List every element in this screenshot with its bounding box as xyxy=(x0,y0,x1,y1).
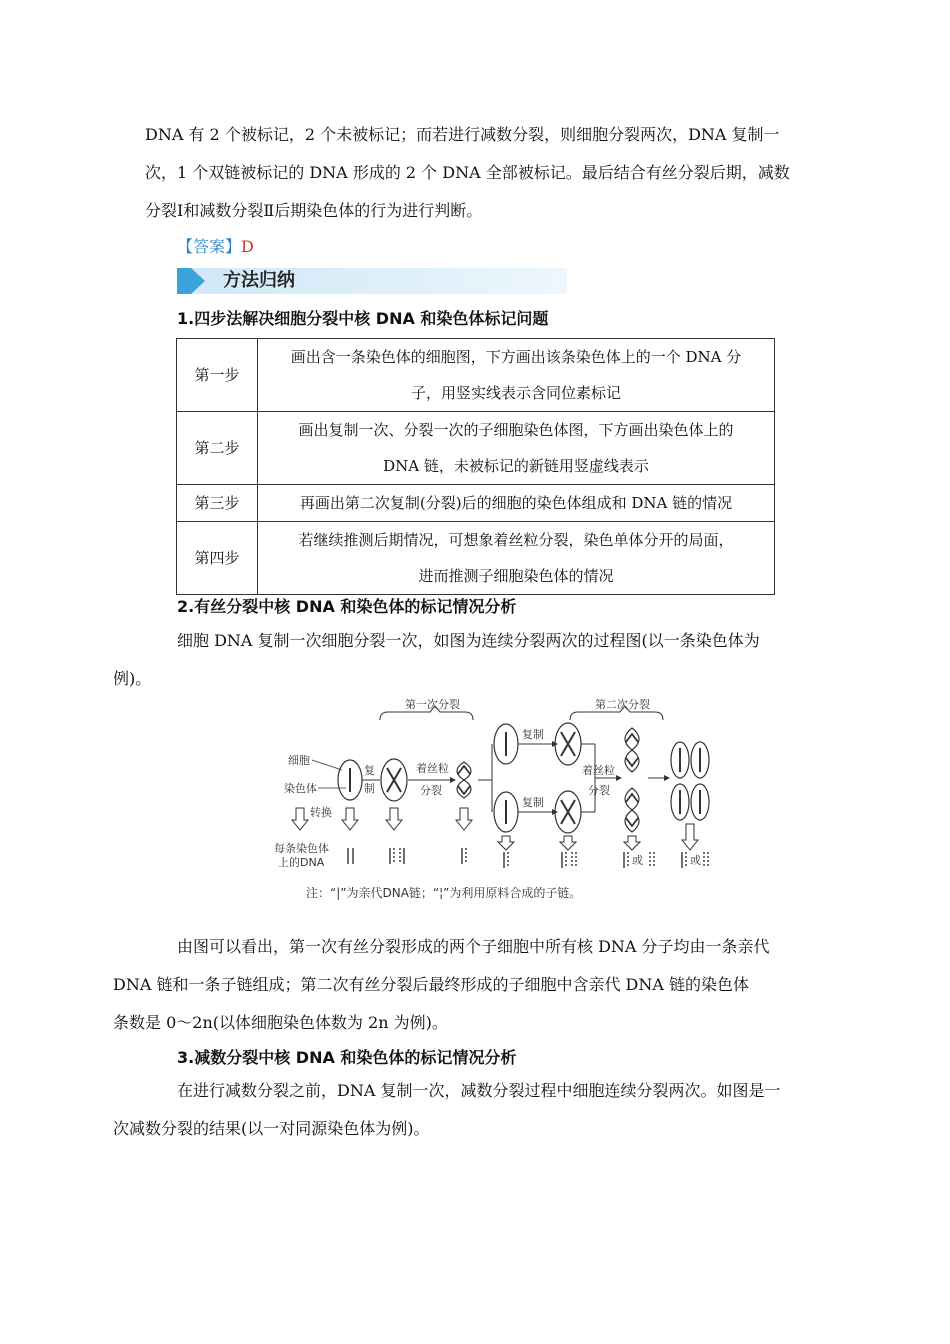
dna-label-2: 上的DNA xyxy=(278,856,325,869)
section3-heading: 3.减数分裂中核 DNA 和染色体的标记情况分析 xyxy=(177,1048,517,1067)
answer-line xyxy=(177,232,254,262)
step-desc-line: DNA 链，未被标记的新链用竖虚线表示 xyxy=(383,457,649,475)
section2-paragraph xyxy=(113,622,805,698)
banner-title: 方法归纳 xyxy=(223,270,295,291)
table-row xyxy=(177,412,775,485)
method-banner xyxy=(177,268,567,294)
table-row xyxy=(177,339,775,412)
replicate-upper-label: 复制 xyxy=(522,728,544,741)
step-desc-line: 画出复制一次、分裂一次的子细胞染色体图，下方画出染色体上的 xyxy=(298,421,734,439)
step-desc-line: 画出含一条染色体的细胞图，下方画出该条染色体上的一个 DNA 分 xyxy=(290,348,742,366)
or-label-2: 或 xyxy=(690,854,701,867)
paragraph-line: 例)。 xyxy=(113,669,152,688)
paragraph-line: 在进行减数分裂之前，DNA 复制一次，减数分裂过程中细胞连续分裂两次。如图是一 xyxy=(177,1081,781,1100)
banner-bar xyxy=(177,268,191,294)
paragraph-line: 细胞 DNA 复制一次细胞分裂一次，如图为连续分裂两次的过程图(以一条染色体为 xyxy=(177,631,760,650)
paragraph-line: 条数是 0～2n(以体细胞染色体数为 2n 为例)。 xyxy=(113,1013,448,1032)
transform-label: 转换 xyxy=(310,806,332,819)
answer-value: D xyxy=(241,237,254,256)
mitosis-figure xyxy=(270,692,710,912)
replicate-label-2: 制 xyxy=(364,782,375,795)
dna-strands xyxy=(348,848,708,868)
first-division-label: 第一次分裂 xyxy=(405,698,460,711)
paragraph-line: DNA 链和一条子链组成；第二次有丝分裂后最终形成的子细胞中含亲代 DNA 链的染色体 xyxy=(113,975,750,994)
section2-heading: 2.有丝分裂中核 DNA 和染色体的标记情况分析 xyxy=(177,597,517,616)
or-label-1: 或 xyxy=(632,854,643,867)
paragraph-line: 由图可以看出，第一次有丝分裂形成的两个子细胞中所有核 DNA 分子均由一条亲代 xyxy=(177,937,770,956)
step-desc-line: 进而推测子细胞染色体的情况 xyxy=(418,567,614,585)
mitosis-diagram xyxy=(270,692,710,912)
step-desc xyxy=(258,485,775,522)
step-desc xyxy=(258,339,775,412)
section3-paragraph xyxy=(113,1072,805,1148)
steps-table xyxy=(176,338,775,595)
step-desc xyxy=(258,522,775,595)
split-label-2: 分裂 xyxy=(588,784,610,797)
intro-paragraph xyxy=(145,116,805,230)
split-label: 分裂 xyxy=(420,784,442,797)
cell-label: 细胞 xyxy=(288,754,310,767)
step-name: 第四步 xyxy=(177,522,258,595)
step-desc xyxy=(258,412,775,485)
banner-arrow-icon xyxy=(191,268,205,294)
replicate-label-1: 复 xyxy=(364,764,375,777)
paragraph-line: 次减数分裂的结果(以一对同源染色体为例)。 xyxy=(113,1119,430,1138)
step-name: 第三步 xyxy=(177,485,258,522)
figure-note: 注：“|”为亲代DNA链；“¦”为利用原料合成的子链。 xyxy=(306,886,582,900)
intro-line-2: 次，1 个双链被标记的 DNA 形成的 2 个 DNA 全部被标记。最后结合有丝分裂后期，减数 xyxy=(145,163,790,182)
intro-line-3: 分裂Ⅰ和减数分裂Ⅱ后期染色体的行为进行判断。 xyxy=(145,201,483,220)
step-desc-line: 子，用竖实线表示含同位素标记 xyxy=(410,384,621,402)
step-desc-line: 再画出第二次复制(分裂)后的细胞的染色体组成和 DNA 链的情况 xyxy=(299,494,733,512)
answer-label: 【答案】 xyxy=(177,237,242,256)
replicate-lower-label: 复制 xyxy=(522,796,544,809)
intro-line-1: DNA 有 2 个被标记，2 个未被标记；而若进行减数分裂，则细胞分裂两次，DNA 复制一 xyxy=(145,125,780,144)
dna-label-1: 每条染色体 xyxy=(274,842,329,855)
table-row xyxy=(177,485,775,522)
centromere-label: 着丝粒 xyxy=(416,762,449,775)
step-name: 第二步 xyxy=(177,412,258,485)
section2-summary xyxy=(113,928,805,1042)
chromosome-label: 染色体 xyxy=(284,782,317,795)
step-name: 第一步 xyxy=(177,339,258,412)
second-division-label: 第二次分裂 xyxy=(595,698,650,711)
section1-heading: 1.四步法解决细胞分裂中核 DNA 和染色体标记问题 xyxy=(177,309,549,328)
centromere-label-2: 着丝粒 xyxy=(582,764,615,777)
step-desc-line: 若继续推测后期情况，可想象着丝粒分裂，染色单体分开的局面， xyxy=(298,531,734,549)
table-row xyxy=(177,522,775,595)
